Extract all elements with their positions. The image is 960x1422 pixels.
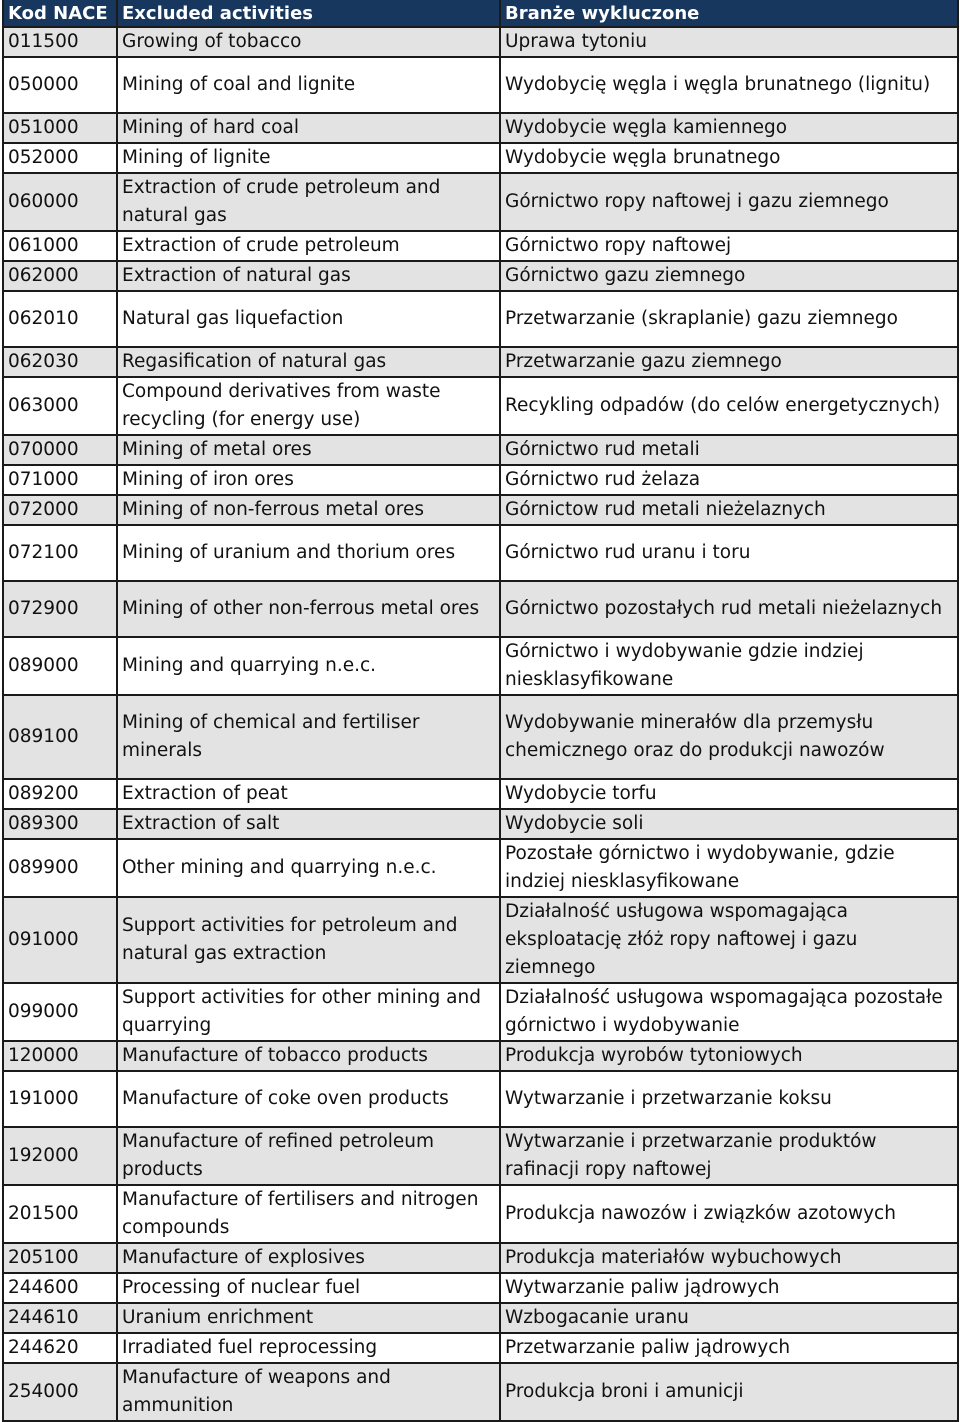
nace-code-cell: 244620 [3, 1333, 117, 1363]
excluded-activity-pl-cell: Górnictow rud metali nieżelaznych [500, 495, 958, 525]
table-row [3, 1071, 958, 1127]
excluded-activity-en-cell: Natural gas liquefaction [117, 291, 500, 347]
excluded-activity-pl-cell: Wytwarzanie i przetwarzanie produktów rafinacji ropy naftowej [500, 1127, 958, 1185]
excluded-activity-en-cell: Manufacture of explosives [117, 1243, 500, 1273]
excluded-activity-en-cell: Other mining and quarrying n.e.c. [117, 839, 500, 897]
excluded-activity-en-cell: Mining of other non-ferrous metal ores [117, 581, 500, 637]
excluded-activity-en-cell: Extraction of salt [117, 809, 500, 839]
excluded-activity-en-cell: Support activities for other mining and quarrying [117, 983, 500, 1041]
table-row [3, 231, 958, 261]
nace-exclusion-table [2, 0, 959, 1422]
nace-code-cell: 120000 [3, 1041, 117, 1071]
table-row [3, 495, 958, 525]
excluded-activity-pl-cell: Przetwarzanie (skraplanie) gazu ziemnego [500, 291, 958, 347]
nace-code-cell: 244610 [3, 1303, 117, 1333]
excluded-activity-pl-cell: Górnictwo ropy naftowej i gazu ziemnego [500, 173, 958, 231]
table-row [3, 1127, 958, 1185]
table-row [3, 113, 958, 143]
table-row [3, 1273, 958, 1303]
nace-code-cell: 072000 [3, 495, 117, 525]
table-row [3, 143, 958, 173]
excluded-activity-en-cell: Mining of coal and lignite [117, 57, 500, 113]
table-row [3, 897, 958, 983]
nace-code-cell: 201500 [3, 1185, 117, 1243]
excluded-activity-pl-cell: Recykling odpadów (do celów energetycznych) [500, 377, 958, 435]
nace-code-cell: 071000 [3, 465, 117, 495]
table-header-row [3, 0, 958, 27]
excluded-activity-pl-cell: Produkcja materiałów wybuchowych [500, 1243, 958, 1273]
table-row [3, 377, 958, 435]
nace-code-cell: 051000 [3, 113, 117, 143]
excluded-activity-en-cell: Mining of iron ores [117, 465, 500, 495]
table-row [3, 839, 958, 897]
nace-code-cell: 244600 [3, 1273, 117, 1303]
table-row [3, 983, 958, 1041]
table-row [3, 435, 958, 465]
excluded-activity-pl-cell: Wydobywanie minerałów dla przemysłu chemicznego oraz do produkcji nawozów [500, 695, 958, 779]
nace-code-cell: 192000 [3, 1127, 117, 1185]
column-header-excluded-en: Excluded activities [117, 0, 500, 27]
table-row [3, 1041, 958, 1071]
excluded-activity-en-cell: Mining of uranium and thorium ores [117, 525, 500, 581]
excluded-activity-pl-cell: Produkcja wyrobów tytoniowych [500, 1041, 958, 1071]
excluded-activity-pl-cell: Przetwarzanie gazu ziemnego [500, 347, 958, 377]
excluded-activity-pl-cell: Górnictwo rud żelaza [500, 465, 958, 495]
table-row [3, 291, 958, 347]
nace-code-cell: 089200 [3, 779, 117, 809]
excluded-activity-pl-cell: Górnictwo rud uranu i toru [500, 525, 958, 581]
nace-code-cell: 089000 [3, 637, 117, 695]
nace-code-cell: 062000 [3, 261, 117, 291]
table-row [3, 1303, 958, 1333]
nace-code-cell: 070000 [3, 435, 117, 465]
nace-code-cell: 089300 [3, 809, 117, 839]
excluded-activity-en-cell: Compound derivatives from waste recycling (for energy use) [117, 377, 500, 435]
excluded-activity-pl-cell: Wydobycie węgla kamiennego [500, 113, 958, 143]
excluded-activity-en-cell: Mining of chemical and fertiliser minerals [117, 695, 500, 779]
nace-code-cell: 072900 [3, 581, 117, 637]
nace-code-cell: 099000 [3, 983, 117, 1041]
nace-code-cell: 089900 [3, 839, 117, 897]
excluded-activity-en-cell: Mining of lignite [117, 143, 500, 173]
excluded-activity-en-cell: Manufacture of weapons and ammunition [117, 1363, 500, 1421]
table-row [3, 1333, 958, 1363]
table-row [3, 57, 958, 113]
excluded-activity-en-cell: Manufacture of coke oven products [117, 1071, 500, 1127]
nace-code-cell: 062010 [3, 291, 117, 347]
excluded-activity-pl-cell: Uprawa tytoniu [500, 27, 958, 57]
excluded-activity-pl-cell: Pozostałe górnictwo i wydobywanie, gdzie indziej niesklasyfikowane [500, 839, 958, 897]
excluded-activity-en-cell: Manufacture of tobacco products [117, 1041, 500, 1071]
excluded-activity-en-cell: Mining of non-ferrous metal ores [117, 495, 500, 525]
excluded-activity-en-cell: Manufacture of refined petroleum products [117, 1127, 500, 1185]
excluded-activity-en-cell: Irradiated fuel reprocessing [117, 1333, 500, 1363]
nace-code-cell: 052000 [3, 143, 117, 173]
nace-code-cell: 062030 [3, 347, 117, 377]
excluded-activity-pl-cell: Wydobycię węgla i węgla brunatnego (lignitu) [500, 57, 958, 113]
table-row [3, 27, 958, 57]
column-header-excluded-pl: Branże wykluczone [500, 0, 958, 27]
column-header-code: Kod NACE [3, 0, 117, 27]
excluded-activity-en-cell: Support activities for petroleum and natural gas extraction [117, 897, 500, 983]
excluded-activity-en-cell: Manufacture of fertilisers and nitrogen compounds [117, 1185, 500, 1243]
excluded-activity-en-cell: Mining of hard coal [117, 113, 500, 143]
table-row [3, 173, 958, 231]
excluded-activity-pl-cell: Wydobycie węgla brunatnego [500, 143, 958, 173]
table-row [3, 1243, 958, 1273]
table-body [3, 27, 958, 1421]
nace-code-cell: 061000 [3, 231, 117, 261]
excluded-activity-pl-cell: Górnictwo gazu ziemnego [500, 261, 958, 291]
excluded-activity-pl-cell: Działalność usługowa wspomagająca eksploatację złóż ropy naftowej i gazu ziemnego [500, 897, 958, 983]
excluded-activity-pl-cell: Przetwarzanie paliw jądrowych [500, 1333, 958, 1363]
excluded-activity-pl-cell: Górnictwo pozostałych rud metali nieżelaznych [500, 581, 958, 637]
table-row [3, 581, 958, 637]
nace-code-cell: 072100 [3, 525, 117, 581]
excluded-activity-pl-cell: Górnictwo i wydobywanie gdzie indziej niesklasyfikowane [500, 637, 958, 695]
excluded-activity-pl-cell: Wydobycie torfu [500, 779, 958, 809]
excluded-activity-en-cell: Mining and quarrying n.e.c. [117, 637, 500, 695]
excluded-activity-pl-cell: Wydobycie soli [500, 809, 958, 839]
nace-code-cell: 089100 [3, 695, 117, 779]
nace-code-cell: 011500 [3, 27, 117, 57]
excluded-activity-en-cell: Extraction of peat [117, 779, 500, 809]
excluded-activity-pl-cell: Działalność usługowa wspomagająca pozostałe górnictwo i wydobywanie [500, 983, 958, 1041]
excluded-activity-pl-cell: Wzbogacanie uranu [500, 1303, 958, 1333]
table-row [3, 465, 958, 495]
excluded-activity-pl-cell: Produkcja nawozów i związków azotowych [500, 1185, 958, 1243]
excluded-activity-en-cell: Regasification of natural gas [117, 347, 500, 377]
excluded-activity-en-cell: Growing of tobacco [117, 27, 500, 57]
nace-code-cell: 091000 [3, 897, 117, 983]
excluded-activity-en-cell: Processing of nuclear fuel [117, 1273, 500, 1303]
excluded-activity-pl-cell: Wytwarzanie i przetwarzanie koksu [500, 1071, 958, 1127]
nace-code-cell: 050000 [3, 57, 117, 113]
table-row [3, 779, 958, 809]
excluded-activity-pl-cell: Produkcja broni i amunicji [500, 1363, 958, 1421]
nace-code-cell: 191000 [3, 1071, 117, 1127]
excluded-activity-en-cell: Mining of metal ores [117, 435, 500, 465]
excluded-activity-pl-cell: Górnictwo rud metali [500, 435, 958, 465]
table-row [3, 809, 958, 839]
table-row [3, 1363, 958, 1421]
table-row [3, 1185, 958, 1243]
nace-code-cell: 254000 [3, 1363, 117, 1421]
table-row [3, 261, 958, 291]
table-row [3, 637, 958, 695]
table-row [3, 695, 958, 779]
nace-code-cell: 205100 [3, 1243, 117, 1273]
table-row [3, 347, 958, 377]
excluded-activity-en-cell: Uranium enrichment [117, 1303, 500, 1333]
nace-code-cell: 060000 [3, 173, 117, 231]
excluded-activity-pl-cell: Górnictwo ropy naftowej [500, 231, 958, 261]
nace-code-cell: 063000 [3, 377, 117, 435]
excluded-activity-en-cell: Extraction of crude petroleum and natural gas [117, 173, 500, 231]
excluded-activity-en-cell: Extraction of natural gas [117, 261, 500, 291]
excluded-activity-en-cell: Extraction of crude petroleum [117, 231, 500, 261]
excluded-activity-pl-cell: Wytwarzanie paliw jądrowych [500, 1273, 958, 1303]
table-row [3, 525, 958, 581]
